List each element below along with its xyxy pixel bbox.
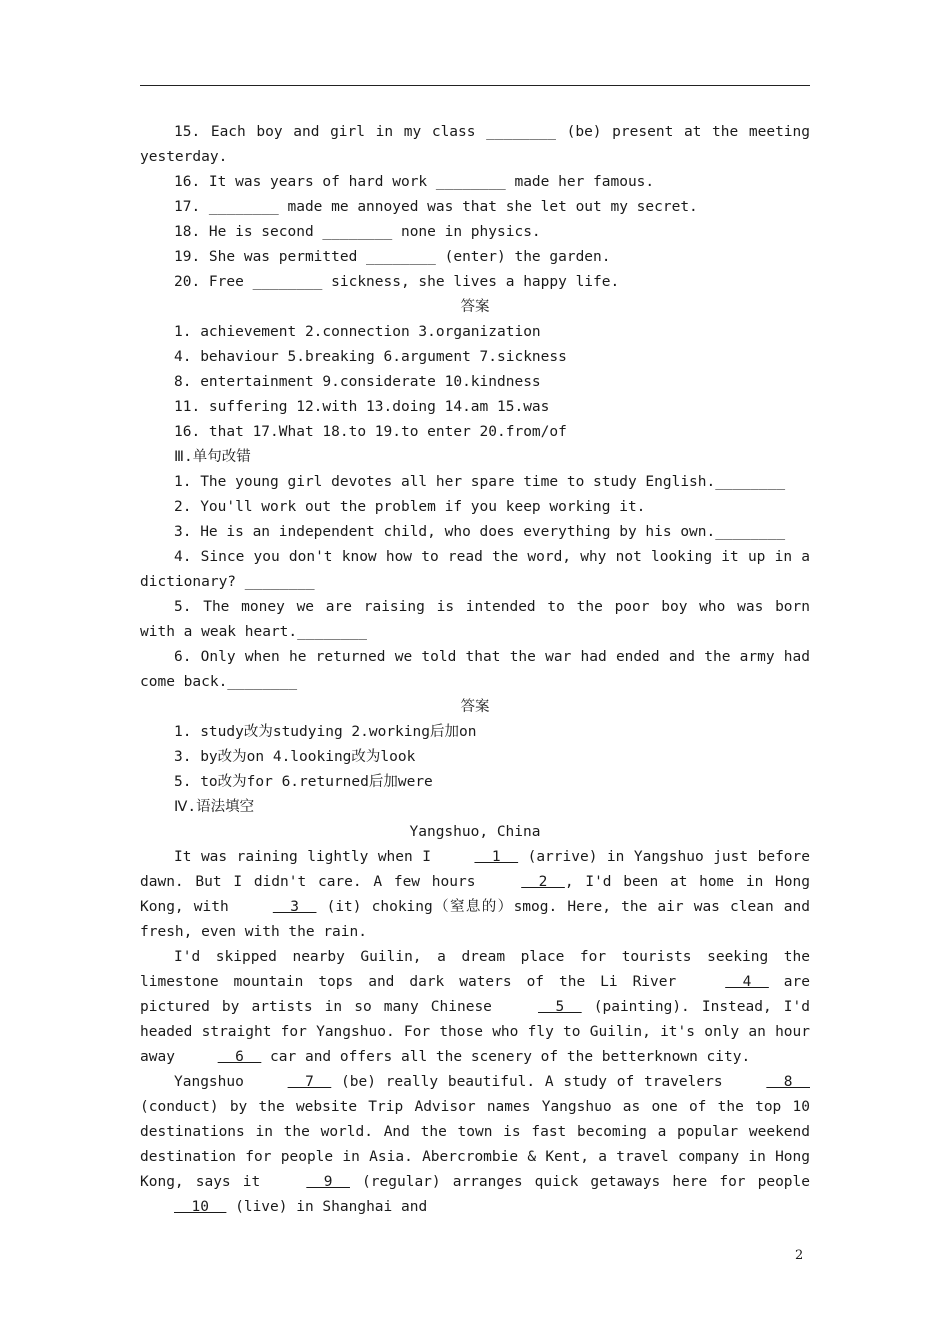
answer-heading: 答案 xyxy=(460,699,490,715)
passage-paragraph: I'd skipped nearby Guilin, a dream place for tourists seeking the limestone mountain tops and dark waters of the Li River 4 are pictured by artists in so many Chinese 5 (painting). Instead, I'd headed straight for Yangshuo. For those who fly to Guilin, it's only an hour away 6 car and offers all the scenery of the betterknown city. xyxy=(140,945,810,1070)
correction-item: 4. Since you don't know how to read the word, why not looking it up in a dictionary? ________ xyxy=(140,549,810,590)
blank-6: 6 xyxy=(217,1049,262,1065)
blank-4: 4 xyxy=(725,974,769,990)
exercise-item: 18. He is second ________ none in physics. xyxy=(174,224,541,240)
passage-title: Yangshuo, China xyxy=(409,824,541,840)
blank-10: 10 xyxy=(174,1199,227,1215)
correction-item: 6. Only when he returned we told that the war had ended and the army had come back.________ xyxy=(140,649,810,690)
correction-answer-list xyxy=(140,720,810,795)
exercise-item: 16. It was years of hard work ________ made her famous. xyxy=(174,174,655,190)
exercise-item: 20. Free ________ sickness, she lives a happy life. xyxy=(174,274,620,290)
blank-8: 8 xyxy=(766,1074,810,1090)
blank-7: 7 xyxy=(287,1074,332,1090)
blank-5: 5 xyxy=(538,999,582,1015)
blank-9: 9 xyxy=(306,1174,350,1190)
correction-item: 3. He is an independent child, who does everything by his own.________ xyxy=(174,524,786,540)
page-number: 2 xyxy=(795,1248,804,1263)
answer-line: 1. study改为studying 2.working后加on xyxy=(174,724,477,740)
document-body xyxy=(140,120,810,1220)
passage-paragraph: It was raining lightly when I 1 (arrive) in Yangshuo just before dawn. But I didn't care. A few hours 2 , I'd been at home in Hong Kong, with 3 (it) choking（窒息的）smog. Here, the air was clean and fresh, even with the rain. xyxy=(140,845,810,945)
blank-1: 1 xyxy=(474,849,519,865)
answer-line: 8. entertainment 9.considerate 10.kindness xyxy=(174,374,541,390)
blank-2: 2 xyxy=(521,874,565,890)
correction-item: 1. The young girl devotes all her spare time to study English.________ xyxy=(174,474,786,490)
header-rule xyxy=(140,85,810,86)
section-title: Ⅲ.单句改错 xyxy=(174,449,251,465)
section-title: Ⅳ.语法填空 xyxy=(174,799,255,815)
answer-line: 1. achievement 2.connection 3.organization xyxy=(174,324,541,340)
answer-line: 16. that 17.What 18.to 19.to enter 20.from/of xyxy=(174,424,567,440)
exercise-list xyxy=(140,120,810,295)
correction-item: 2. You'll work out the problem if you keep working it. xyxy=(174,499,646,515)
answer-line: 4. behaviour 5.breaking 6.argument 7.sickness xyxy=(174,349,567,365)
answer-list xyxy=(140,320,810,445)
exercise-item: 15. Each boy and girl in my class ________ (be) present at the meeting yesterday. xyxy=(140,124,810,165)
blank-3: 3 xyxy=(272,899,317,915)
exercise-item: 17. ________ made me annoyed was that she let out my secret. xyxy=(174,199,698,215)
passage-paragraph: Yangshuo 7 (be) really beautiful. A study of travelers 8 (conduct) by the website Trip Advisor names Yangshuo as one of the top 10 destinations in the world. And the town is fast becoming a popular weekend destination for people in Asia. Abercrombie & Kent, a travel company in Hong Kong, says it 9 (regular) arranges quick getaways here for people 10 (live) in Shanghai and xyxy=(140,1070,810,1220)
answer-line: 5. to改为for 6.returned后加were xyxy=(174,774,433,790)
answer-line: 11. suffering 12.with 13.doing 14.am 15.was xyxy=(174,399,550,415)
correction-item: 5. The money we are raising is intended to the poor boy who was born with a weak heart.________ xyxy=(140,599,810,640)
exercise-item: 19. She was permitted ________ (enter) the garden. xyxy=(174,249,611,265)
answer-line: 3. by改为on 4.looking改为look xyxy=(174,749,416,765)
error-correction-list xyxy=(140,470,810,695)
answer-heading: 答案 xyxy=(460,299,490,315)
